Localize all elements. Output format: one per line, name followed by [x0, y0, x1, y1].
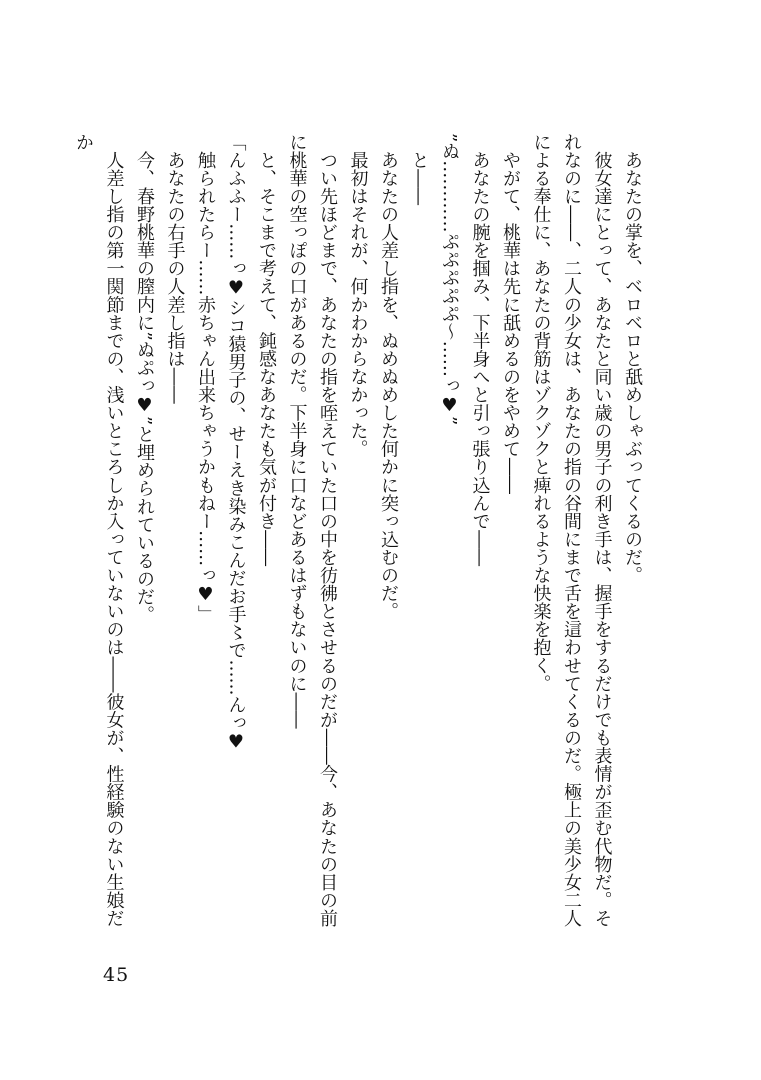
text-line: 彼女達にとって、あなたと同い歳の男子の利き手は、握手をするだけでも表情が歪む代物だ。それなのに――、二人の少女は、あなたの指の谷間にまで舌を這わせてくるのだ。極上の美少女二人による奉仕に、あなたの背筋はゾクゾクと痺れるような快楽を抱く。	[530, 133, 613, 928]
text-line: と――	[408, 133, 430, 206]
text-line: 触られたらー……赤ちゃん出来ちゃうかもねー……っ♥」	[195, 133, 216, 624]
text-line: あなたの腕を掴み、下半身へと引っ張り込んで――	[469, 133, 491, 567]
text-line: 今、春野桃華の膣内に”ぬぷっ♥”と埋められているのだ。	[134, 133, 155, 624]
text-line: あなたの掌を、ベロベロと舐めしゃぶってくるのだ。	[622, 133, 643, 585]
page-text	[73, 133, 647, 945]
text-line: 「んふふー……っ♥シコ猿男子の、せーえき染みこんだお手〻で……んっ♥	[225, 133, 247, 753]
text-line: と、そこまで考えて、鈍感なあなたも気が付き――	[256, 133, 277, 567]
text-line: あなたの右手の人差し指は――	[164, 133, 186, 404]
text-line: やがて、桃華は先に舐めるのをやめて――	[500, 133, 521, 494]
text-line: 最初はそれが、何かわからなかった。	[347, 133, 369, 458]
text-line: 人差し指の第一関節までの、浅いところしか入っていないのは――彼女が、性経験のない生娘だか	[73, 133, 125, 928]
text-line: つい先ほどまで、あなたの指を咥えていた口の中を彷彿とさせるのだが――今、あなたの目の前に桃華の空っぽの口があるのだ。下半身に口などあるはずもないのに――	[286, 133, 338, 928]
text-line: ”ぬ…………ぷぷぷぷぷ〜……っ♥”	[439, 133, 460, 426]
text-line: あなたの人差し指を、ぬめぬめした何かに突っ込むのだ。	[378, 133, 399, 621]
page-number: 45	[103, 964, 130, 986]
